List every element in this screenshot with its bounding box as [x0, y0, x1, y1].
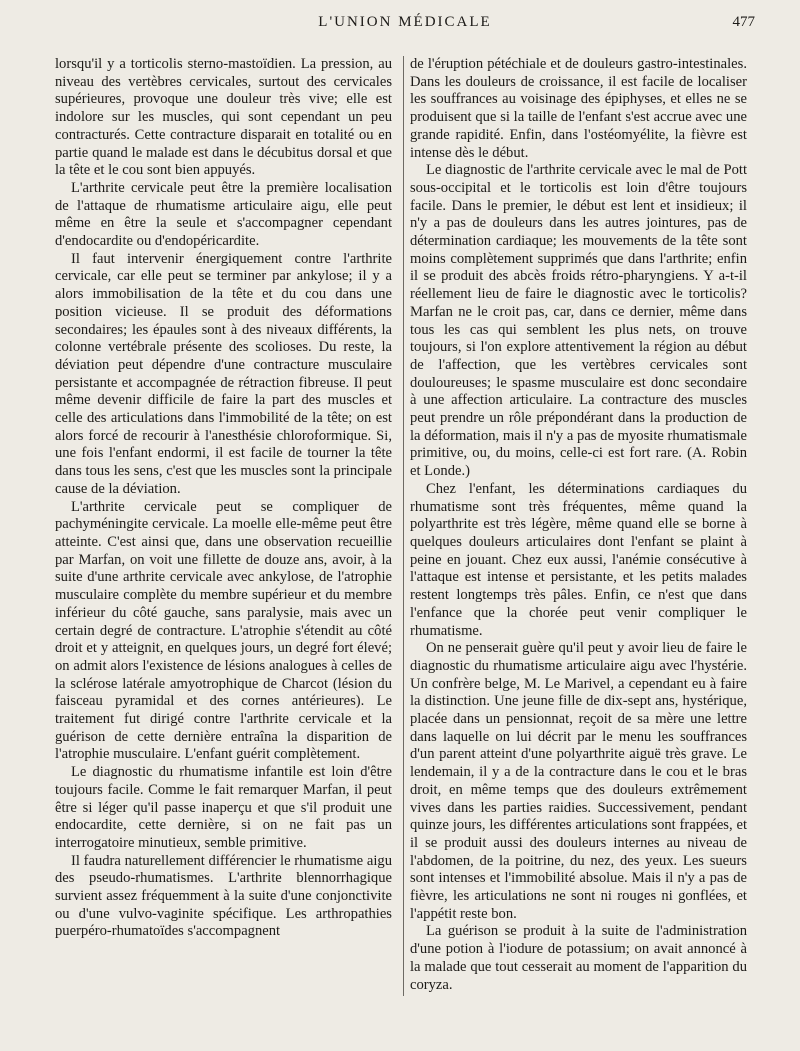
paragraph: L'arthrite cervicale peut se compliquer de pachyméningite cervicale. La moelle elle-même peut être atteinte. C'est ainsi que, dans une observation recueillie par Marfan, on voit une fillette de douze ans, avoir, à la suite d'une arthrite cervicale avec ankylose, de l'atrophie musculaire complète du membre supérieur et du membre inférieur du côté gauche, sans paralysie, mais avec un certain degré de contracture. L'atrophie s'étendit au côté droit et y atteignit, en quelques jours, un degré fort élevé; on admit alors l'existence de lésions analogues à celles de la sclérose latérale amyotrophique de Charcot (lésion du faisceau pyramidal et des cornes antérieures). Le traitement fut dirigé contre l'arthrite cervicale et la guérison de cette dernière entraîna la disparition de l'atrophie musculaire. L'enfant guérit complètement. [55, 498, 392, 763]
column-divider [403, 56, 404, 996]
right-column [410, 56, 747, 994]
paragraph: lorsqu'il y a torticolis sterno-mastoïdien. La pression, au niveau des vertèbres cervicales, surtout des cervicales supérieures, provoque une douleur très vive; elle est indolore sur les muscles, qui sont cependant un peu contracturés. Cette contracture disparait en totalité ou en partie quand le malade est dans le décubitus dorsal et que la tête et le cou sont bien appuyés. [55, 56, 392, 179]
paragraph: La guérison se produit à la suite de l'administration d'une potion à l'iodure de potassium; on avait annoncé à la malade que tout cesserait au moment de l'apparition du coryza. [410, 923, 747, 993]
page-header [55, 10, 755, 36]
paragraph: Le diagnostic de l'arthrite cervicale avec le mal de Pott sous-occipital et le torticolis est loin d'être toujours facile. Dans le premier, le début est lent et insidieux; il n'y a pas de douleurs dans les autres jointures, pas de détermination cardiaque; les mouvements de la tête sont moins complètement supprimés que dans l'arthrite; enfin il se produit des abcès froids rétro-pharyngiens. Y a-t-il réellement lieu de faire le diagnostic avec le torticolis? Marfan ne le croit pas, car, dans ce dernier, même dans tous les cas qui semblent les plus nets, on trouve toujours, si l'on explore attentivement la région au début de l'affection, que les vertèbres cervicales sont douloureuses; le spasme musculaire est donc secondaire à une affection articulaire. La contracture des muscles peut prendre un rôle prépondérant dans la production de la déformation, mais il n'y a pas de myosite rhumatismale primitive, ou, du moins, celle-ci est fort rare. (A. Robin et Londe.) [410, 162, 747, 480]
paragraph: Il faut intervenir énergiquement contre l'arthrite cervicale, car elle peut se terminer par ankylose; il y a alors immobilisation de la tête et du cou dans une position vicieuse. Il se produit des déformations secondaires; les épaules sont à des niveaux différents, la colonne vertébrale présente des scolioses. Du reste, la déviation peut dépendre d'une contracture musculaire persistante et accompagnée de rétraction fibreuse. Il peut même devenir difficile de faire la part des muscles et celle des articulations dans l'immobilité de la tête; on est alors forcé de recourir à l'anesthésie chloroformique. Si, une fois l'enfant endormi, il est facile de tourner la tête dans tous les sens, c'est que les muscles sont la principale cause de la déviation. [55, 250, 392, 497]
paragraph: Chez l'enfant, les déterminations cardiaques du rhumatisme sont très fréquentes, même quand la polyarthrite est très légère, même quand elle se borne à quelques douleurs articulaires dont l'enfant se plaint à peine en jouant. Chez eux aussi, l'anémie consécutive à l'attaque est intense et persistante, et les petits malades restent longtemps très pâles. Enfin, ce n'est que dans l'enfance que la chorée peut venir compliquer le rhumatisme. [410, 480, 747, 639]
running-title: L'UNION MÉDICALE [318, 14, 492, 30]
page-number: 477 [732, 14, 755, 30]
paragraph: Le diagnostic du rhumatisme infantile est loin d'être toujours facile. Comme le fait remarquer Marfan, il peut être si léger qu'il passe inaperçu et que s'il produit une endocardite, cette dernière, si on ne fait pas un interrogatoire minutieux, semble primitive. [55, 764, 392, 851]
paragraph: L'arthrite cervicale peut être la première localisation de l'attaque de rhumatisme articulaire aigu, elle peut même en être la seule et s'accompagner cependant d'endocardite ou d'endopéricardite. [55, 179, 392, 250]
paragraph: de l'éruption pétéchiale et de douleurs gastro-intestinales. Dans les douleurs de croissance, il est facile de localiser les souffrances au voisinage des épiphyses, et elles ne se produisent que si la taille de l'enfant s'est accrue avec une grande rapidité. Enfin, dans l'ostéomyélite, la fièvre est intense dès le début. [410, 56, 747, 161]
paragraph: On ne penserait guère qu'il peut y avoir lieu de faire le diagnostic du rhumatisme articulaire aigu avec l'hystérie. Un confrère belge, M. Le Marivel, a cependant eu à faire la distinction. Une jeune fille de dix-sept ans, hystérique, placée dans un pensionnat, reçoit de sa mère une lettre dans laquelle on lui décrit par le menu les souffrances d'un parent atteint d'une polyarthrite aiguë très grave. Le lendemain, il y a de la contracture dans le cou et le bras droit, en même temps que des douleurs extrêmement vives dans les parties raidies. Successivement, pendant quinze jours, les différentes articulations sont frappées, et il se produit aussi des douleurs internes au niveau de l'abdomen, de la poitrine, du nez, des yeux. Les sueurs sont intenses et l'immobilité absolue. Mais il n'y a pas de fièvre, les articulations ne sont ni rouges ni gonflées, et l'appétit reste bon. [410, 640, 747, 922]
left-column [55, 56, 392, 941]
paragraph: Il faudra naturellement différencier le rhumatisme aigu des pseudo-rhumatismes. L'arthrite blennorrhagique survient assez fréquemment à la suite d'une conjonctivite ou d'une vulvo-vaginite spécifique. Les arthropathies puerpéro-rhumatoïdes s'accompagnent [55, 852, 392, 940]
